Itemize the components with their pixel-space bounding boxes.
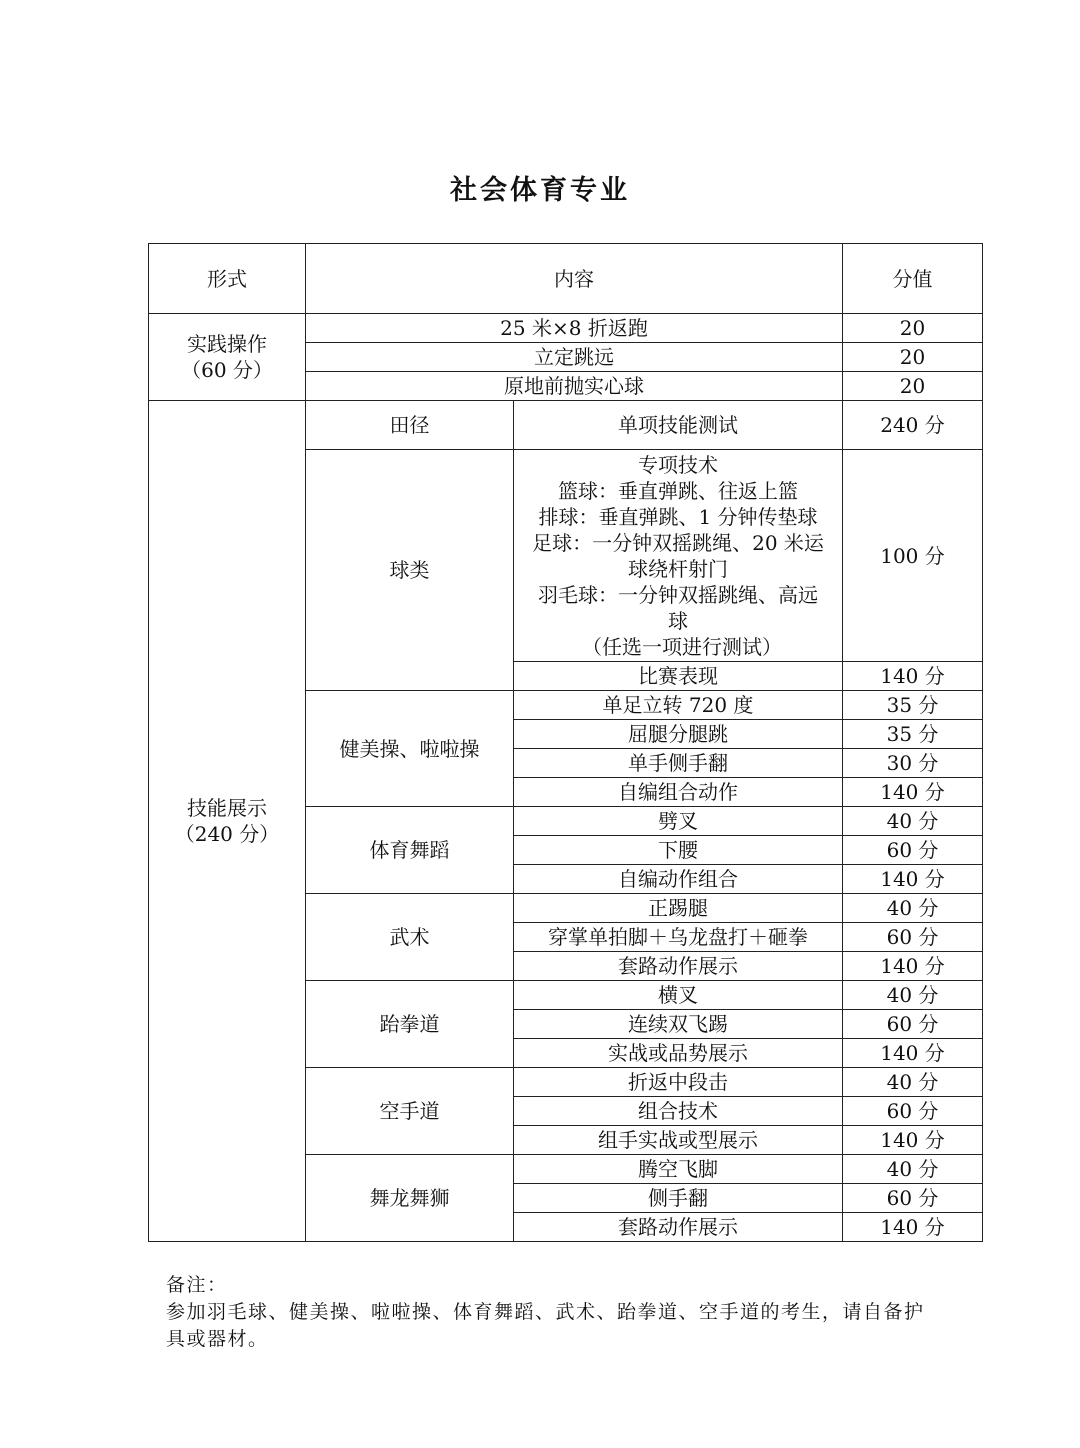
group-score: 60 分 bbox=[843, 923, 983, 952]
practice-category bbox=[149, 314, 306, 401]
practice-label: 实践操作 bbox=[187, 332, 267, 356]
ball-special-cell bbox=[514, 450, 843, 662]
header-content: 内容 bbox=[306, 244, 843, 314]
group-name: 空手道 bbox=[306, 1068, 514, 1155]
group-item: 腾空飞脚 bbox=[514, 1155, 843, 1184]
ball-line: 球绕杆射门 bbox=[628, 556, 728, 581]
table-row bbox=[149, 401, 983, 450]
ball-line: 球 bbox=[668, 608, 688, 633]
group-score: 35 分 bbox=[843, 691, 983, 720]
group-score: 140 分 bbox=[843, 778, 983, 807]
group-name: 健美操、啦啦操 bbox=[306, 691, 514, 807]
page-title: 社会体育专业 bbox=[450, 175, 630, 206]
group-item: 自编组合动作 bbox=[514, 778, 843, 807]
group-name: 体育舞蹈 bbox=[306, 807, 514, 894]
group-item: 组手实战或型展示 bbox=[514, 1126, 843, 1155]
notes-line: 参加羽毛球、健美操、啦啦操、体育舞蹈、武术、跆拳道、空手道的考生，请自备护 bbox=[166, 1301, 925, 1323]
group-item: 自编动作组合 bbox=[514, 865, 843, 894]
group-item: 单手侧手翻 bbox=[514, 749, 843, 778]
skills-total: （240 分） bbox=[174, 822, 280, 846]
group-score: 140 分 bbox=[843, 865, 983, 894]
header-score: 分值 bbox=[843, 244, 983, 314]
group-item: 连续双飞踢 bbox=[514, 1010, 843, 1039]
ball-note: （任选一项进行测试） bbox=[582, 634, 782, 659]
group-item: 屈腿分腿跳 bbox=[514, 720, 843, 749]
group-item: 横叉 bbox=[514, 981, 843, 1010]
skills-label: 技能展示 bbox=[187, 796, 267, 820]
group-item: 实战或品势展示 bbox=[514, 1039, 843, 1068]
ball-line: 足球：一分钟双摇跳绳、20 米运 bbox=[532, 530, 824, 555]
group-item: 下腰 bbox=[514, 836, 843, 865]
group-score: 60 分 bbox=[843, 836, 983, 865]
skills-category bbox=[149, 401, 306, 1242]
group-score: 60 分 bbox=[843, 1010, 983, 1039]
track-item: 单项技能测试 bbox=[514, 401, 843, 450]
notes bbox=[166, 1272, 925, 1353]
group-item: 单足立转 720 度 bbox=[514, 691, 843, 720]
score-table-body bbox=[149, 244, 983, 1242]
practice-item: 原地前抛实心球 bbox=[306, 372, 843, 401]
group-score: 40 分 bbox=[843, 807, 983, 836]
group-score: 40 分 bbox=[843, 981, 983, 1010]
table-row bbox=[149, 314, 983, 343]
group-item: 套路动作展示 bbox=[514, 1213, 843, 1242]
header-form: 形式 bbox=[149, 244, 306, 314]
group-item: 组合技术 bbox=[514, 1097, 843, 1126]
group-score: 140 分 bbox=[843, 952, 983, 981]
group-item: 侧手翻 bbox=[514, 1184, 843, 1213]
track-name: 田径 bbox=[306, 401, 514, 450]
track-score: 240 分 bbox=[843, 401, 983, 450]
practice-item: 立定跳远 bbox=[306, 343, 843, 372]
ball-match-score: 140 分 bbox=[843, 662, 983, 691]
group-score: 60 分 bbox=[843, 1184, 983, 1213]
practice-score: 20 bbox=[843, 372, 983, 401]
practice-total: （60 分） bbox=[181, 358, 273, 382]
group-score: 140 分 bbox=[843, 1213, 983, 1242]
notes-label: 备注： bbox=[166, 1274, 228, 1296]
group-score: 140 分 bbox=[843, 1039, 983, 1068]
group-score: 60 分 bbox=[843, 1097, 983, 1126]
group-name: 舞龙舞狮 bbox=[306, 1155, 514, 1242]
group-item: 穿掌单拍脚＋乌龙盘打＋砸拳 bbox=[514, 923, 843, 952]
ball-line: 羽毛球：一分钟双摇跳绳、高远 bbox=[538, 582, 818, 607]
group-item: 套路动作展示 bbox=[514, 952, 843, 981]
table-header-row bbox=[149, 244, 983, 314]
ball-special-title: 专项技术 bbox=[638, 452, 718, 477]
group-item: 正踢腿 bbox=[514, 894, 843, 923]
ball-name: 球类 bbox=[306, 450, 514, 691]
group-score: 140 分 bbox=[843, 1126, 983, 1155]
ball-match: 比赛表现 bbox=[514, 662, 843, 691]
group-score: 40 分 bbox=[843, 1068, 983, 1097]
practice-score: 20 bbox=[843, 343, 983, 372]
ball-line: 排球：垂直弹跳、1 分钟传垫球 bbox=[538, 504, 818, 529]
group-name: 武术 bbox=[306, 894, 514, 981]
group-item: 折返中段击 bbox=[514, 1068, 843, 1097]
group-score: 40 分 bbox=[843, 894, 983, 923]
ball-special-score: 100 分 bbox=[843, 450, 983, 662]
ball-line: 篮球：垂直弹跳、往返上篮 bbox=[558, 478, 798, 503]
score-table bbox=[148, 243, 983, 1242]
practice-score: 20 bbox=[843, 314, 983, 343]
group-score: 35 分 bbox=[843, 720, 983, 749]
group-item: 劈叉 bbox=[514, 807, 843, 836]
practice-item: 25 米×8 折返跑 bbox=[306, 314, 843, 343]
group-name: 跆拳道 bbox=[306, 981, 514, 1068]
group-score: 30 分 bbox=[843, 749, 983, 778]
notes-line: 具或器材。 bbox=[166, 1328, 269, 1350]
group-score: 40 分 bbox=[843, 1155, 983, 1184]
